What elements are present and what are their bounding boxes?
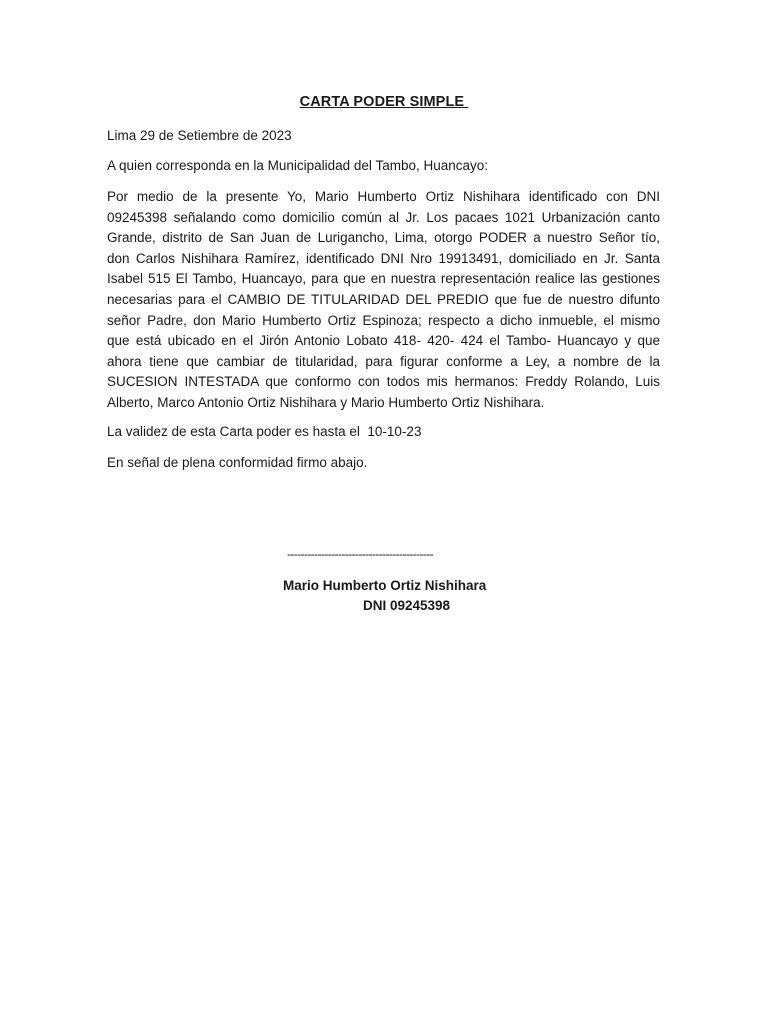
- body-line: Por medio de la presente Yo, Mario Humberto Ortiz Nishihara identificado con DNI: [107, 189, 660, 204]
- body-line: señor Padre, don Mario Humberto Ortiz Espinoza; respecto a dicho inmueble, el mismo: [107, 312, 660, 328]
- body-line: que está ubicado en el Jirón Antonio Lobato 418- 420- 424 el Tambo- Huancayo y que: [107, 333, 660, 349]
- closing-line: En señal de plena conformidad firmo abajo.: [107, 455, 368, 470]
- date-line: Lima 29 de Setiembre de 2023: [107, 128, 292, 143]
- document-title: CARTA PODER SIMPLE: [299, 94, 469, 110]
- body-line: SUCESION INTESTADA que conformo con todos mis hermanos: Freddy Rolando, Luis: [107, 374, 660, 390]
- body-line: necesarias para el CAMBIO DE TITULARIDAD DEL PREDIO que fue de nuestro difunto: [107, 291, 660, 307]
- body-line: Grande, distrito de San Juan de Lurigancho, Lima, otorgo PODER a nuestro Señor tío,: [107, 230, 660, 246]
- validity-line: La validez de esta Carta poder es hasta el 10-10-23: [107, 424, 422, 439]
- body-line: Alberto, Marco Antonio Ortiz Nishihara y Mario Humberto Ortiz Nishihara.: [107, 394, 545, 410]
- signer-name: Mario Humberto Ortiz Nishihara: [283, 578, 487, 593]
- body-paragraph: [107, 187, 660, 414]
- signer-dni: DNI 09245398: [363, 598, 451, 613]
- body-line: don Carlos Nishihara Ramírez, identificado DNI Nro 19913491, domiciliado en Jr. Santa: [107, 250, 660, 266]
- body-line: ahora tiene que cambiar de titularidad, para figurar conforme a Ley, a nombre de la: [107, 353, 660, 369]
- addressee-line: A quien corresponda en la Municipalidad del Tambo, Huancayo:: [107, 158, 488, 173]
- body-line: 09245398 señalando como domicilio común al Jr. Los pacaes 1021 Urbanización canto: [107, 209, 660, 225]
- signature-line: -------------------------------------------: [287, 547, 434, 561]
- body-line: Isabel 515 El Tambo, Huancayo, para que en nuestra representación realice las gestiones: [107, 271, 660, 287]
